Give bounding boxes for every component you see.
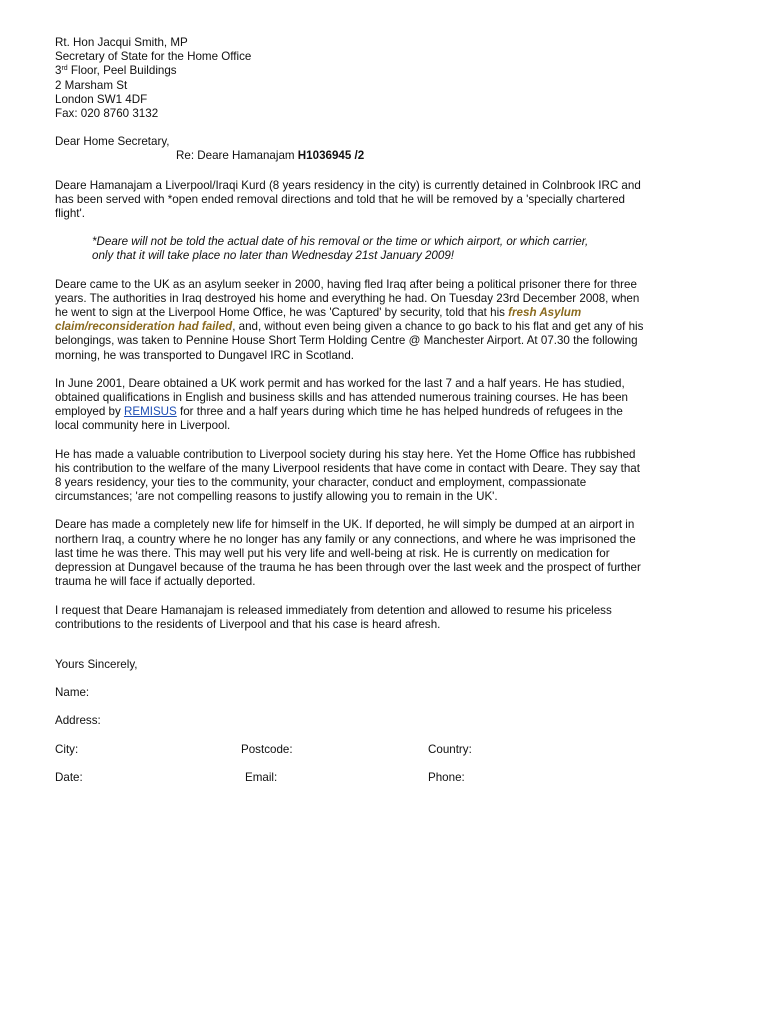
postcode-label: Postcode: xyxy=(241,742,293,756)
paragraph-line: He has made a valuable contribution to Liverpool society during his stay here. Yet the Home Office has rubbished xyxy=(55,447,636,461)
name-label: Name: xyxy=(55,686,90,700)
paragraph-line xyxy=(55,320,715,334)
date-label: Date: xyxy=(55,770,83,784)
reference-number: H1036945 /2 xyxy=(297,149,365,163)
text-run: employed by xyxy=(55,405,124,419)
country-label: Country: xyxy=(428,742,472,756)
paragraph-detention xyxy=(55,179,715,222)
paragraph-line: his contribution to the welfare of the many Liverpool residents that have come in contact with Deare. They say that xyxy=(55,461,640,475)
paragraph-line: obtained qualifications in English and business skills and has attended numerous training courses. He has been xyxy=(55,391,628,405)
paragraph-line: Deare has made a completely new life for himself in the UK. If deported, he will simply be dumped at an airport in xyxy=(55,518,635,532)
recipient-city: London SW1 4DF xyxy=(55,92,148,106)
removal-note xyxy=(55,235,715,263)
recipient-floor xyxy=(55,64,715,78)
subject-line xyxy=(55,149,715,163)
recipient-fax: Fax: 020 8760 3132 xyxy=(55,107,159,121)
paragraph-request xyxy=(55,604,715,632)
paragraph-line: circumstances; 'are not compelling reasons to justify allowing you to remain in the UK'. xyxy=(55,490,498,504)
paragraph-employment xyxy=(55,377,715,434)
paragraph-line: 8 years residency, your ties to the community, your character, conduct and employment, compassionate xyxy=(55,476,587,490)
paragraph-line: I request that Deare Hamanajam is released immediately from detention and allowed to resume his priceless xyxy=(55,603,612,617)
recipient-street: 2 Marsham St xyxy=(55,78,128,92)
paragraph-line: depression at Dungavel because of the trauma he has been through over the last week and the prospect of further xyxy=(55,561,641,575)
paragraph-line: local community here in Liverpool. xyxy=(55,419,231,433)
paragraph-line xyxy=(55,306,715,320)
closing: Yours Sincerely, xyxy=(55,657,138,671)
highlighted-text: fresh Asylum xyxy=(508,306,582,320)
text-run: for three and a half years during which time he has helped hundreds of refugees in the xyxy=(176,405,623,419)
paragraph-line: Deare came to the UK as an asylum seeker in 2000, having fled Iraq after being a political prisoner there for three xyxy=(55,277,637,291)
paragraph-line: northern Iraq, a country where he no longer has any family or any connections, and where he was imprisoned the xyxy=(55,532,636,546)
email-label: Email: xyxy=(245,770,278,784)
paragraph-line: has been served with *open ended removal directions and told that he will be removed by a 'specially chartered xyxy=(55,192,625,206)
paragraph-line: Deare Hamanajam a Liverpool/Iraqi Kurd (8 years residency in the city) is currently detained in Colnbrook IRC and xyxy=(55,178,641,192)
note-line: only that it will take place no later than Wednesday 21st January 2009! xyxy=(92,249,454,263)
paragraph-line: belongings, was taken to Pennine House Short Term Holding Centre @ Manchester Airport. At 07.30 the following xyxy=(55,334,638,348)
salutation: Dear Home Secretary, xyxy=(55,135,170,149)
letter-page xyxy=(55,36,715,785)
floor-ordinal: rd xyxy=(61,65,68,73)
paragraph-line: flight'. xyxy=(55,207,85,221)
subject-prefix: Re: Deare Hamanajam xyxy=(176,149,298,163)
phone-label: Phone: xyxy=(428,770,465,784)
paragraph-line xyxy=(55,405,715,419)
paragraph-line: In June 2001, Deare obtained a UK work permit and has worked for the last 7 and a half years. He has studied, xyxy=(55,376,625,390)
text-run: , and, without even being given a chance to go back to his flat and get any of his xyxy=(232,320,644,334)
address-label: Address: xyxy=(55,714,101,728)
paragraph-line: last time he was there. This may well put his very life and well-being at risk. He is currently on medication for xyxy=(55,546,610,560)
floor-number: 3 xyxy=(55,64,62,78)
remisus-link[interactable]: REMISUS xyxy=(123,405,177,419)
paragraph-background xyxy=(55,278,715,363)
paragraph-risk xyxy=(55,518,715,589)
city-row xyxy=(55,743,715,757)
paragraph-line: contributions to the residents of Liverpool and that his case is heard afresh. xyxy=(55,617,441,631)
city-label: City: xyxy=(55,742,79,756)
recipient-name: Rt. Hon Jacqui Smith, MP xyxy=(55,36,188,49)
paragraph-line: years. The authorities in Iraq destroyed his home and everything he had. On Tuesday 23rd December 2008, when xyxy=(55,291,640,305)
note-line: *Deare will not be told the actual date of his removal or the time or which airport, or which carrier, xyxy=(92,235,589,249)
paragraph-line: trauma he will face if actually deported. xyxy=(55,575,256,589)
text-run: he went to sign at the Liverpool Home Office, he was 'Captured' by security, told that his xyxy=(55,306,509,320)
recipient-role: Secretary of State for the Home Office xyxy=(55,50,252,64)
floor-building: Floor, Peel Buildings xyxy=(67,64,177,78)
recipient-address xyxy=(55,36,715,121)
highlighted-text: claim/reconsideration had failed xyxy=(55,320,233,334)
salutation-block xyxy=(55,135,715,163)
paragraph-line: morning, he was transported to Dungavel IRC in Scotland. xyxy=(55,348,355,362)
date-row xyxy=(55,771,715,785)
paragraph-contribution xyxy=(55,448,715,505)
